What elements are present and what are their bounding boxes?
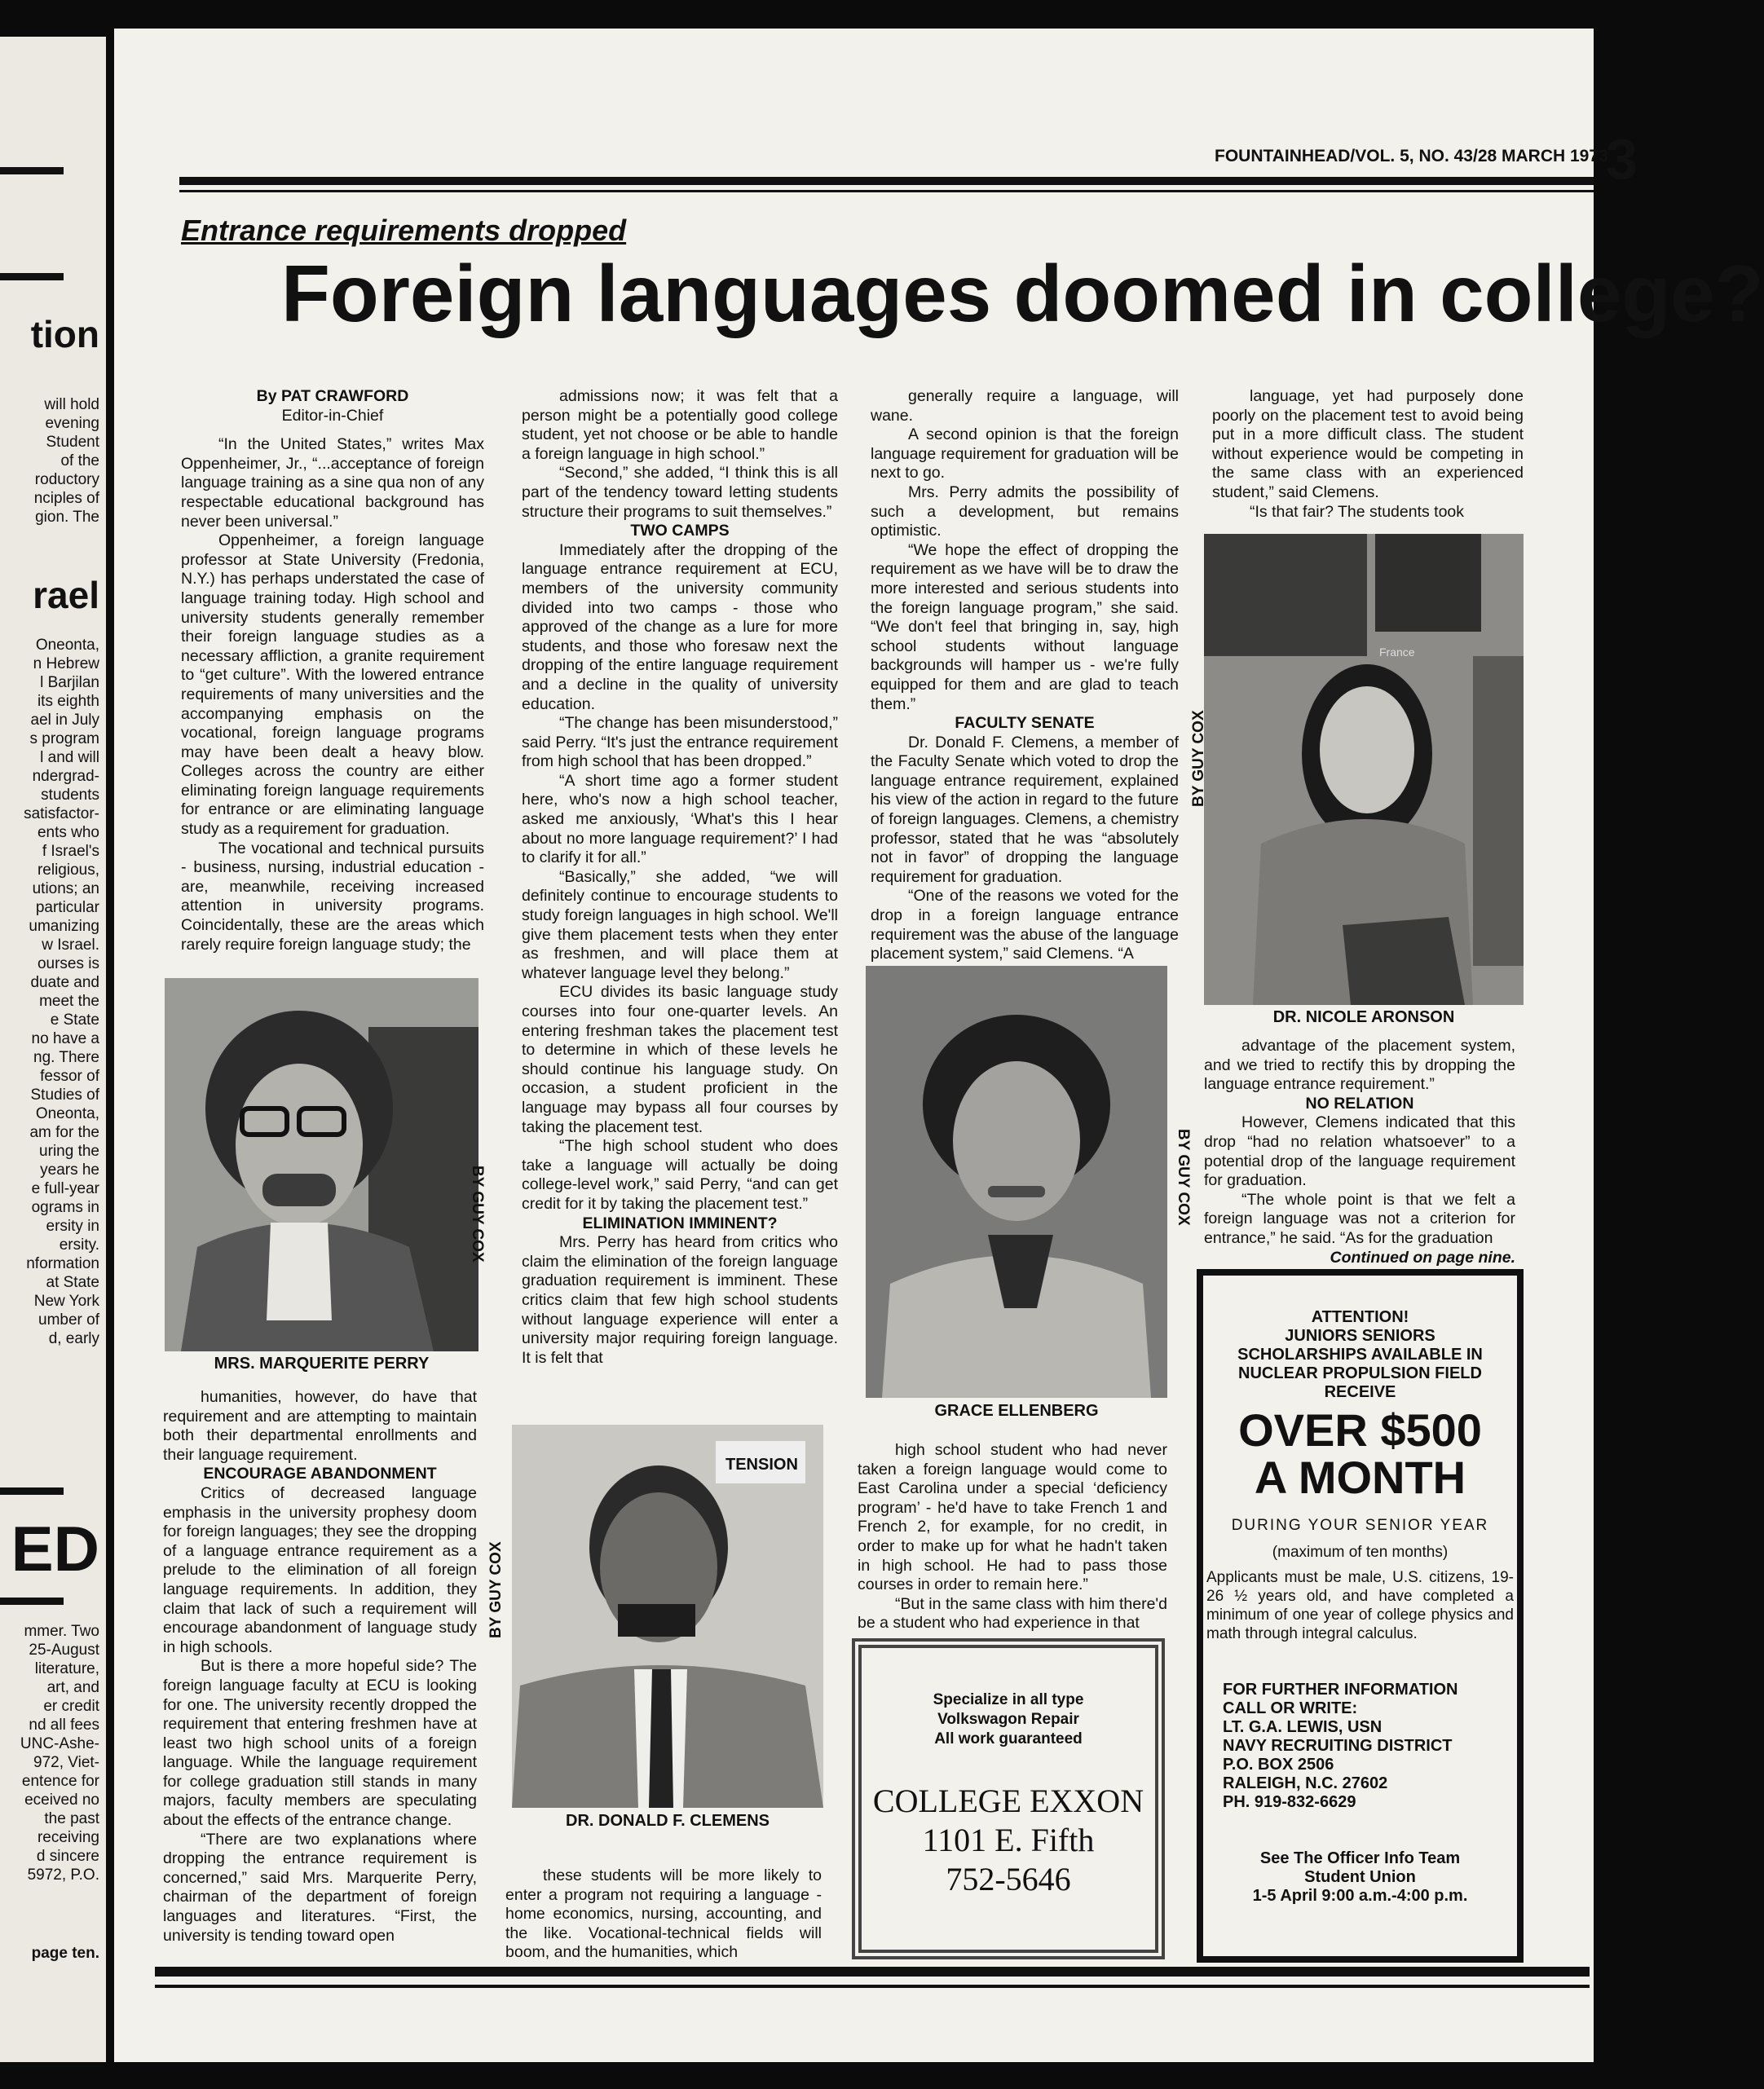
page-title: Foreign languages doomed in college? [281,249,1764,338]
text-fragment: nformation [26,1255,99,1272]
ad-contact: PH. 919-832-6629 [1223,1793,1356,1811]
text-fragment: will hold [44,396,99,413]
text-fragment: d, early [48,1330,99,1347]
article-paragraph: language, yet had purposely done poorly on the placement test to avoid being put in a more difficult class. The student without experience would be competing in the same class with an experienced student,” said Clemens. [1212,387,1524,501]
article-paragraph: generally require a language, will wane. [871,387,1179,425]
ad-amount: OVER $500 [1238,1404,1482,1456]
article-column-2-continued [505,1866,822,1963]
article-column-4 [1212,387,1524,522]
article-paragraph: “One of the reasons we voted for the drop in a foreign language entrance requirement was the abuse of the language placement system,” said Clemens. “A [871,887,1179,963]
subhead: NO RELATION [1305,1094,1414,1113]
navy-recruiting-ad [1197,1269,1524,1963]
ad-line: Specialize in all type [933,1691,1084,1708]
byline: By PAT CRAWFORD [256,387,409,405]
text-fragment: d sincere [36,1848,99,1865]
ad-line: RECEIVE [1324,1383,1396,1401]
text-fragment: particular [35,899,99,916]
ad-attention: ATTENTION! [1311,1308,1409,1326]
text-fragment: of the [60,452,99,469]
ad-amount-period: A MONTH [1254,1452,1466,1503]
article-paragraph: advantage of the placement system, and we tried to rectify this by dropping the language entrance requirement.” [1204,1037,1515,1094]
headline-fragment: tion [30,313,99,355]
article-column-4-continued [1204,1037,1515,1267]
photo-donald-clemens [512,1425,823,1808]
text-fragment: ograms in [31,1199,99,1216]
byline-title: Editor-in-Chief [281,406,384,425]
text-fragment: Studies of [30,1086,99,1104]
article-paragraph: The vocational and technical pursuits - business, nursing, industrial education - are, meanwhile, receiving increased attention in university programs. Coincidentally, these are the areas which rarely require foreign language study; the [181,839,484,954]
text-fragment: 972, Viet- [33,1754,99,1771]
photo-grace-ellenberg [866,966,1167,1398]
text-fragment: ourses is [37,955,99,972]
text-fragment: ersity in [46,1218,99,1235]
article-paragraph: “A short time ago a former student here, who's now a high school teacher, asked me anxiously, ‘What's this I hear about no more language requirement?’ I had to clarify it for all.” [522,771,838,867]
text-fragment: literature, [34,1660,99,1677]
article-column-3-continued [858,1441,1167,1633]
text-fragment: duate and [30,974,99,991]
text-fragment: Oneonta, [35,637,99,654]
text-fragment: er credit [43,1698,99,1715]
ad-contact: P.O. BOX 2506 [1223,1756,1334,1774]
text-fragment: evening [45,415,99,432]
text-fragment: no have a [31,1030,99,1047]
ad-line: (maximum of ten months) [1272,1544,1449,1561]
text-fragment: entence for [21,1773,99,1790]
portrait-image [866,966,1167,1398]
article-paragraph: Critics of decreased language emphasis in the university prophesy doom for foreign languages; they see the dropping of a language entrance requirement as a prelude to the elimination of all foreign language requirements. In addition, they claim that lack of such a requirement will encourage abandonment of language study in high schools. [163,1483,477,1656]
text-fragment: am for the [29,1124,99,1141]
text-fragment: meet the [39,993,99,1010]
photo-caption: GRACE ELLENBERG [934,1402,1099,1420]
article-paragraph: “The whole point is that we felt a foreign language was not a criterion for entrance,” he said. “As for the graduation [1204,1190,1515,1247]
text-fragment: at State [46,1274,99,1291]
ad-line: 1-5 April 9:00 a.m.-4:00 p.m. [1252,1887,1468,1905]
photo-credit: BY GUY COX [1175,1129,1192,1226]
text-fragment: fessor of [40,1068,99,1085]
divider [0,167,64,174]
business-address: 1101 E. Fifth [922,1822,1095,1858]
photo-credit: BY GUY COX [487,1541,505,1638]
divider [0,1598,64,1605]
ad-contact: LT. G.A. LEWIS, USN [1223,1718,1383,1736]
text-fragment: roductory [34,471,99,488]
article-paragraph: However, Clemens indicated that this drop “had no relation whatsoever” to a potential drop of the language requirement for graduation. [1204,1113,1515,1190]
portrait-image [1204,534,1524,1005]
article-paragraph: A second opinion is that the foreign language requirement for graduation will be next to go. [871,425,1179,483]
article-column-1-continued [163,1388,477,1946]
ad-line: See The Officer Info Team [1259,1849,1461,1867]
ad-contact: NAVY RECRUITING DISTRICT [1223,1737,1453,1755]
ad-contact: RALEIGH, N.C. 27602 [1223,1774,1388,1792]
text-fragment: umanizing [29,918,99,935]
photo-credit: BY GUY COX [1190,710,1207,807]
ad-line: SCHOLARSHIPS AVAILABLE IN [1237,1346,1483,1364]
kicker: Entrance requirements dropped [181,214,627,247]
text-fragment: s program [29,730,99,747]
text-fragment: uring the [39,1143,99,1160]
continued-fragment: page ten. [31,1945,99,1962]
article-paragraph: humanities, however, do have that requirement and are attempting to maintain both their departmental enrollments and their language requirement. [163,1388,477,1464]
header-rule [179,190,1594,192]
article-paragraph: “Basically,” she added, “we will definitely continue to encourage students to study foreign languages in high school. We'll give them placement tests when they enter as freshmen, and will place them at whatever language level they belong.” [522,867,838,982]
page-number: 3 [1606,127,1638,191]
photo-marquerite-perry [165,978,478,1351]
text-fragment: ents who [37,824,99,841]
article-column-1 [181,387,484,954]
headline-fragment: ED [11,1513,99,1584]
photo-caption: MRS. MARQUERITE PERRY [214,1355,430,1373]
text-fragment: years he [40,1161,99,1179]
wall-sign: France [1379,646,1415,659]
divider [0,273,64,280]
subhead: ELIMINATION IMMINENT? [582,1214,778,1232]
article-paragraph: “Second,” she added, “I think this is all part of the tendency toward letting students structure their programs to suit themselves.” [522,464,838,521]
text-fragment: receiving [37,1829,99,1846]
divider [0,1487,64,1495]
photo-credit: BY GUY COX [469,1166,486,1263]
photo-caption: DR. DONALD F. CLEMENS [566,1812,770,1830]
ad-line: Volkswagon Repair [937,1711,1079,1728]
text-fragment: w Israel. [42,937,99,954]
text-fragment: e State [50,1011,99,1029]
text-fragment: students [41,787,99,804]
article-paragraph: Mrs. Perry admits the possibility of such a development, but remains optimistic. [871,483,1179,540]
text-fragment: e full-year [31,1180,99,1197]
text-fragment: UNC-Ashe- [20,1735,99,1752]
text-fragment: the past [44,1810,99,1827]
text-fragment: nciples of [33,490,99,507]
subhead: ENCOURAGE ABANDONMENT [203,1465,437,1483]
text-fragment: satisfactor- [24,805,99,822]
article-paragraph: “But in the same class with him there'd be a student who had experience in that [858,1594,1167,1633]
article-paragraph: Immediately after the dropping of the language entrance requirement at ECU, members of the university community divided into two camps - those who approved of the change as a lure for more students, and those who foresaw next the dropping of the entire language requirement and a decline in the quality of university education. [522,540,838,713]
continued-line: Continued on page nine. [1330,1248,1515,1267]
text-fragment: eceived no [24,1792,99,1809]
article-paragraph: Dr. Donald F. Clemens, a member of the Faculty Senate which voted to drop the language entrance requirement, explained his view of the action in regard to the future of foreign languages. Clemens, a chemistry professor, stated that he was “absolutely not in favor” of dropping the language requirement for graduation. [871,733,1179,886]
header-rule [179,177,1594,185]
business-name: COLLEGE EXXON [872,1783,1144,1819]
text-fragment: art, and [46,1679,99,1696]
text-fragment: nd all fees [29,1717,99,1734]
article-paragraph: high school student who had never taken a foreign language would come to East Carolina under a special ‘deficiency program’ - he'd have to take French 1 and French 2, for example, for no credit, in order to make up for what he hadn't taken in high school. He had to pass those courses in order to remain here.” [858,1441,1167,1594]
ad-line: FOR FURTHER INFORMATION [1223,1681,1458,1699]
text-fragment: ael in July [30,712,99,729]
wall-sign: TENSION [725,1456,798,1474]
text-fragment: gion. The [35,509,99,526]
photo-caption: DR. NICOLE ARONSON [1272,1008,1455,1026]
text-fragment: 25-August [29,1642,99,1659]
footer-rule [155,1967,1590,1977]
text-fragment: f Israel's [42,843,99,860]
ad-line: All work guaranteed [934,1730,1083,1747]
text-fragment: mmer. Two [24,1623,99,1640]
article-paragraph: Oppenheimer, a foreign language professor at State University (Fredonia, N.Y.) has perhaps understated the case of language training today. High school and university students generally remember their foreign language studies as a necessary affliction, a granite requirement to “get culture”. With the lowered entrance requirements of many universities and the accompanying emphasis on the vocational, foreign language programs may have been dealt a heavy blow. Colleges across the country are either eliminating foreign language requirements for entrance or are eliminating language study as a requirement for graduation. [181,531,484,839]
subhead: TWO CAMPS [630,522,730,540]
article-paragraph: “The change has been misunderstood,” said Perry. “It's just the entrance requirement from high school that has been dropped.” [522,714,838,771]
text-fragment: Student [46,434,99,451]
article-paragraph: “Is that fair? The students took [1250,502,1465,521]
text-fragment: New York [33,1293,99,1310]
text-fragment: its eighth [37,693,99,710]
article-paragraph: admissions now; it was felt that a person might be a potentially good college student, yet not choose or be able to handle a foreign language in high school.” [522,387,838,463]
ad-audience: JUNIORS SENIORS [1285,1327,1435,1345]
ad-eligibility: Applicants must be male, U.S. citizens, 19-26 ½ years old, and have completed a minimum of one year of college physics and math through integral calculus. [1206,1569,1514,1642]
portrait-image [512,1425,823,1808]
ad-line: CALL OR WRITE: [1223,1699,1358,1717]
ad-line: DURING YOUR SENIOR YEAR [1231,1517,1489,1534]
footer-rule [155,1985,1590,1988]
article-paragraph: “There are two explanations where dropping the entrance requirement is concerned,” said Mrs. Marquerite Perry, chairman of the department of foreign languages and literatures. “First, the university is tending toward open [163,1830,477,1945]
publication-line: FOUNTAINHEAD/VOL. 5, NO. 43/28 MARCH 1973 [1215,147,1608,165]
text-fragment: umber of [38,1311,99,1329]
article-paragraph: But is there a more hopeful side? The foreign language faculty at ECU is looking for one. The university recently dropped the requirement that entering freshmen have at least two high school units of a foreign language. While the language requirement for college graduation still stands in many majors, faculty members are speculating about the effects of the entrance change. [163,1657,477,1830]
text-fragment: Oneonta, [35,1105,99,1122]
article-paragraph: “We hope the effect of dropping the requirement as we have will be to draw the more interested and serious students into the foreign language program,” she said. “We don't feel that bringing in, say, high school students without language backgrounds will hamper us - we're fully equipped for them and are glad to teach them.” [871,540,1179,713]
text-fragment: utions; an [32,880,99,897]
text-fragment: ersity. [59,1236,99,1254]
adjacent-page [0,37,106,2062]
article-paragraph: “In the United States,” writes Max Oppenheimer, Jr., “...acceptance of foreign language training as a sine qua non of any respectable educational background has never been universal.” [181,435,484,531]
text-fragment: 5972, P.O. [27,1866,99,1884]
text-fragment: ndergrad- [32,768,99,785]
text-fragment: religious, [37,862,99,879]
article-column-2 [522,387,838,1368]
portrait-image [165,978,478,1351]
ad-line: NUCLEAR PROPULSION FIELD [1238,1364,1482,1382]
text-fragment: ng. There [33,1049,99,1066]
article-paragraph: Mrs. Perry has heard from critics who claim the elimination of the foreign language graduation requirement is imminent. These critics claim that few high school students without language experience will enter a university major requiring foreign language. It is felt that [522,1233,838,1367]
article-paragraph: “The high school student who does take a language will actually be doing college-level work,” said Perry, “and can get credit for it by taking the placement test.” [522,1137,838,1213]
article-column-3 [871,387,1179,964]
article-paragraph: these students will be more likely to enter a program not requiring a language - home economics, nursing, accounting, and the like. Vocational-technical fields will boom, and the humanities, which [505,1866,822,1962]
ad-line: Student Union [1304,1868,1416,1886]
text-fragment: n Hebrew [33,655,99,672]
photo-nicole-aronson [1204,534,1524,1005]
article-paragraph: ECU divides its basic language study courses into four one-quarter levels. An entering freshman takes the placement test to determine in which of these levels he should continue his language study. On occasion, a student proficient in the language may bypass all four courses by taking the placement test. [522,983,838,1136]
subhead: FACULTY SENATE [955,714,1095,733]
text-fragment: l Barjilan [40,674,99,691]
headline-fragment: rael [33,574,99,616]
business-phone: 752-5646 [946,1861,1071,1897]
exxon-ad [852,1638,1165,1959]
text-fragment: l and will [40,749,99,766]
